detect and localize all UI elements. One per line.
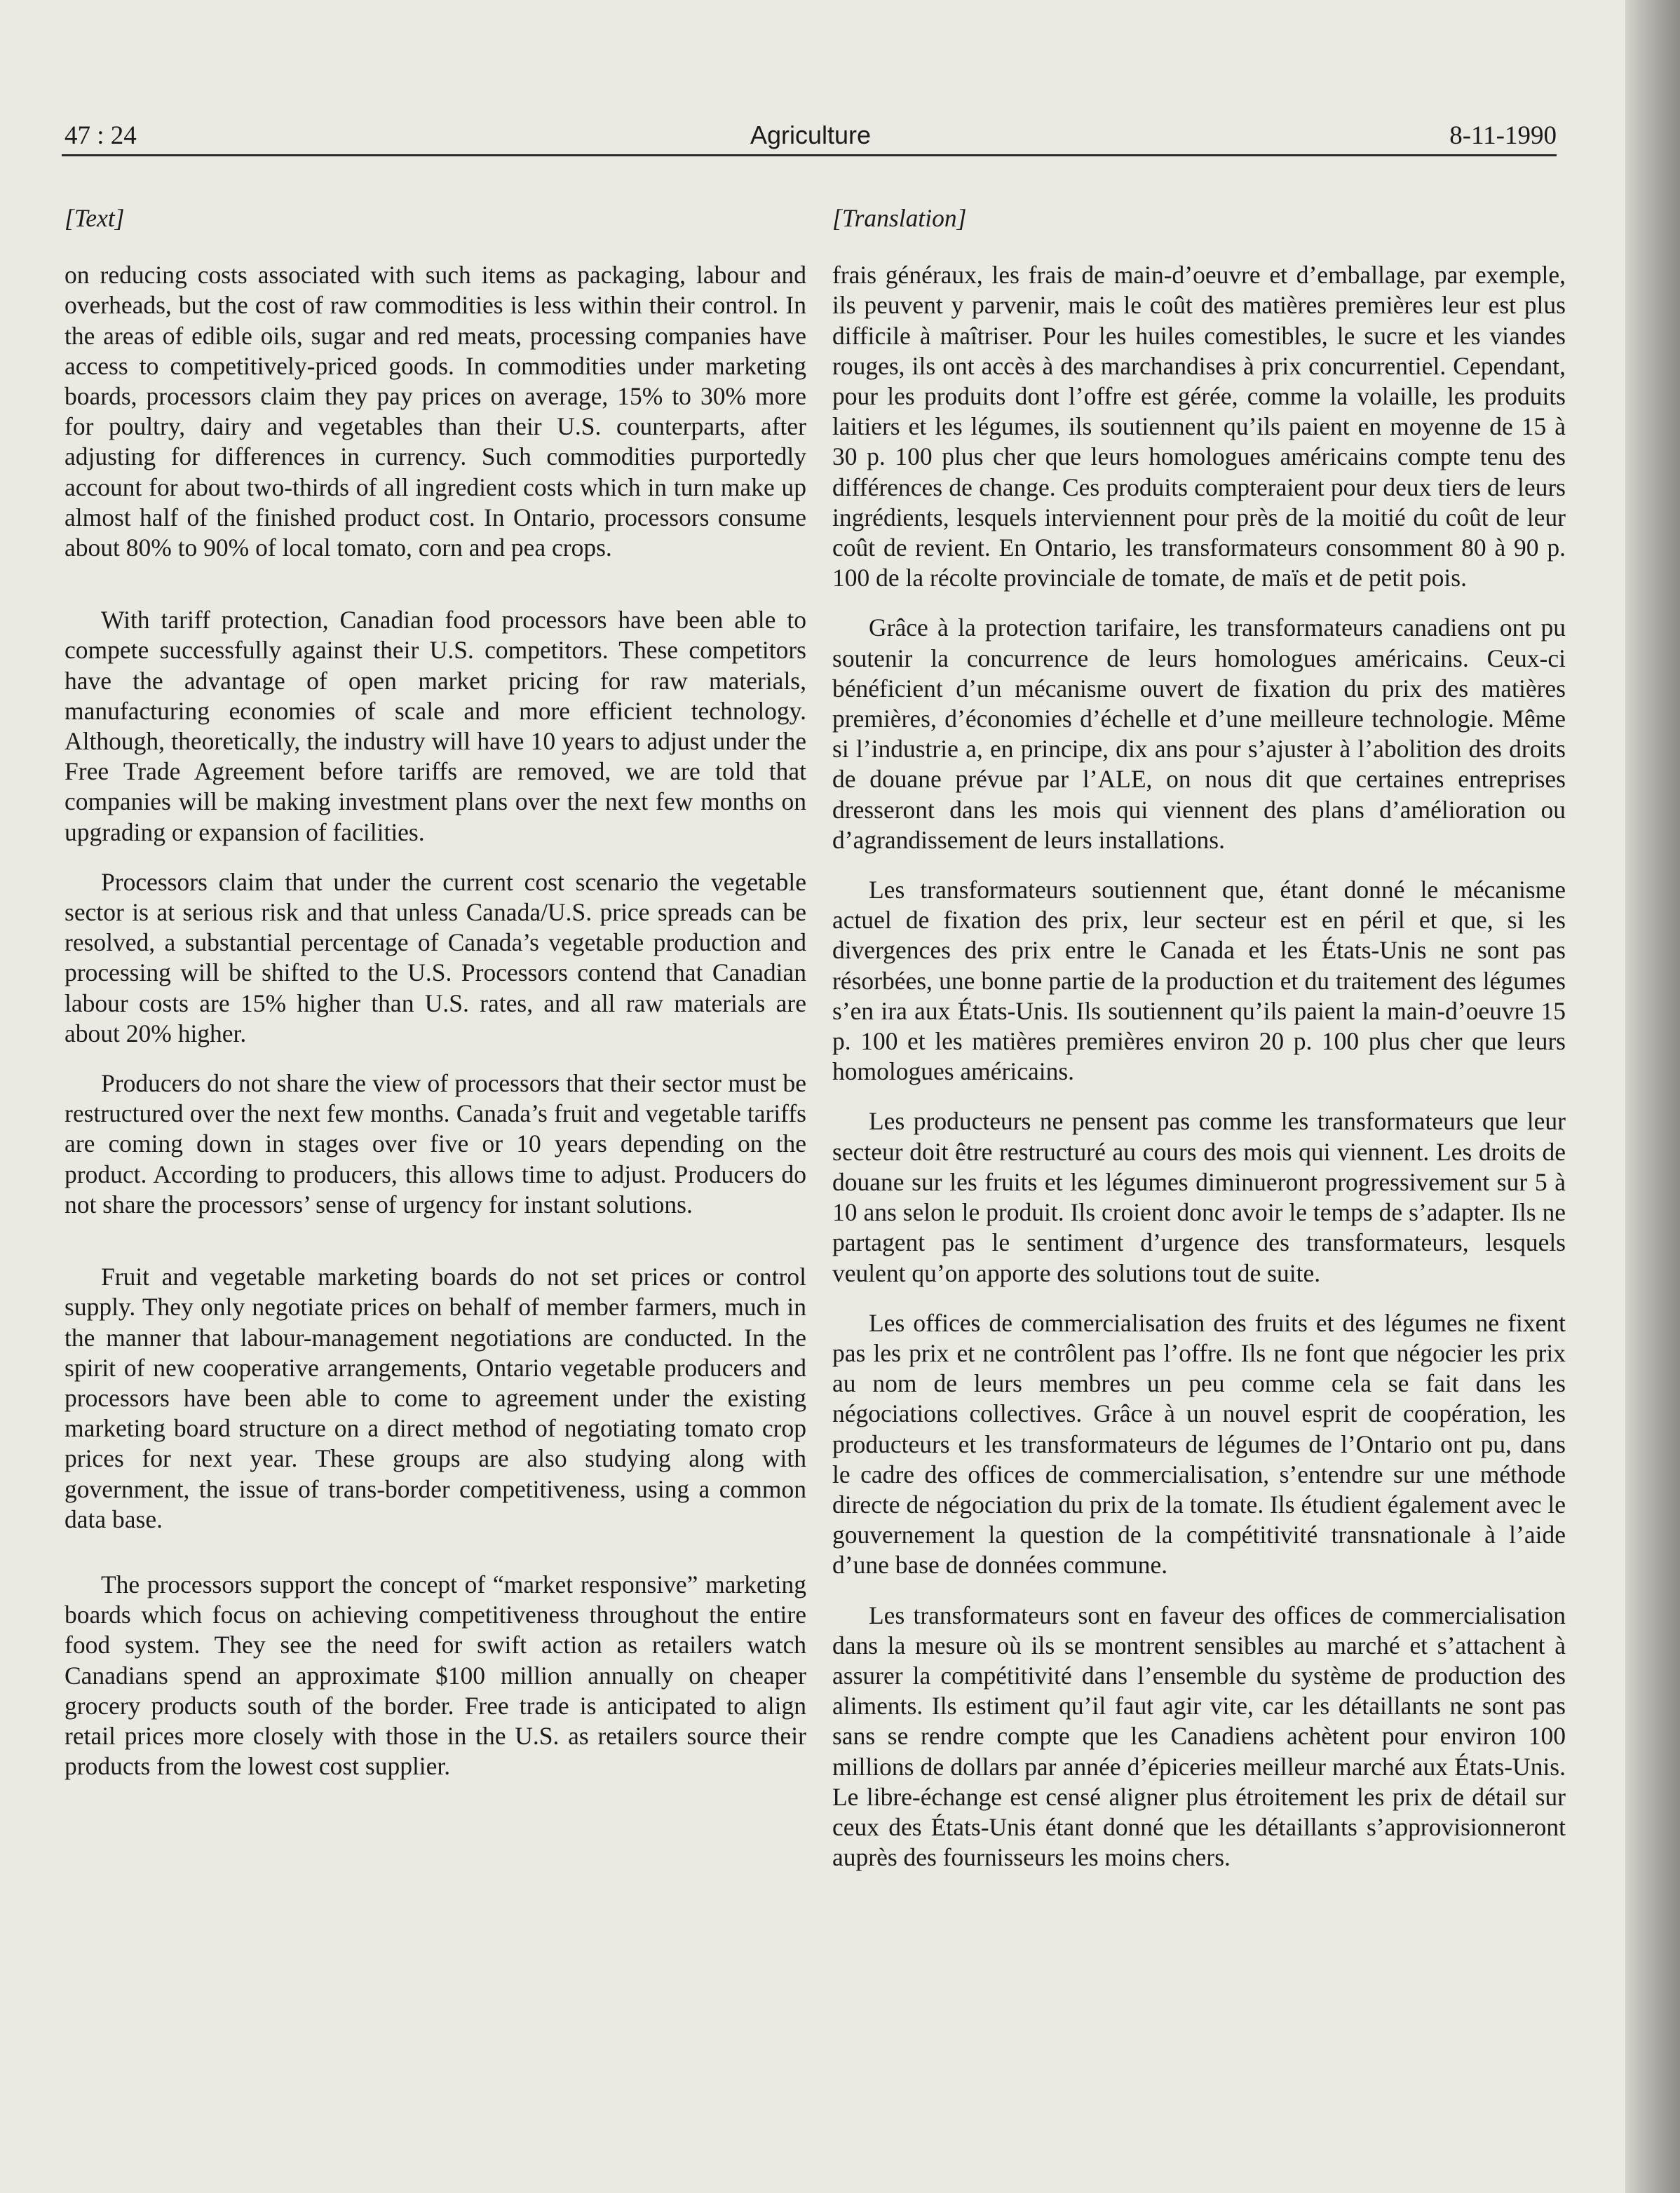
paragraph: With tariff protection, Canadian food processors have been able to compete successfully against their U.S. competitors. These competitors have the advantage of open market pricing for raw materials, manufacturing economies of scale and more efficient technology. Although, theoretically, the industry will have 10 years to adjust under the Free Trade Agreement before tariffs are removed, we are told that companies will be making investment plans over the next few months on upgrading or expansion of facilities. — [65, 606, 806, 846]
page-edge-shadow — [1625, 0, 1680, 2193]
french-column — [832, 203, 1566, 1892]
paragraph: Processors claim that under the current cost scenario the vegetable sector is at serious risk and that unless Canada/U.S. price spreads can be resolved, a substantial percentage of Canada’s vegetable production and processing will be shifted to the U.S. Processors contend that Canadian labour costs are 15% higher than U.S. rates, and all raw materials are about 20% higher. — [65, 867, 806, 1047]
paragraph: The processors support the concept of “market responsive” marketing boards which focus on achieving competitiveness throughout the entire food system. They see the need for swift action as retailers watch Canadians spend an approximate $100 million annually on cheaper grocery products south of the border. Free trade is anticipated to align retail prices more closely with those in the U.S. as retailers source their products from the lowest cost supplier. — [65, 1570, 806, 1781]
publication-title: Agriculture — [750, 121, 872, 149]
column-label-text: [Text] — [65, 204, 125, 232]
paragraph: on reducing costs associated with such items as packaging, labour and overheads, but the cost of raw commodities is less within their control. In the areas of edible oils, sugar and red meats, processing companies have access to competitively-priced goods. In commodities under marketing boards, processors claim they pay prices on average, 15% to 30% more for poultry, dairy and vegetables than their U.S. counterparts, after adjusting for differences in currency. Such commodities purportedly account for about two-thirds of all ingredient costs which in turn make up almost half of the finished product cost. In Ontario, processors consume about 80% to 90% of local tomato, corn and pea crops. — [65, 261, 806, 562]
paragraph: Les transformateurs sont en faveur des offices de commercialisation dans la mesure où ils se montrent sensibles au marché et s’attachent à assurer la compétitivité dans l’ensemble du système de production des aliments. Ils estiment qu’il faut agir vite, car les détaillants ne sont pas sans se rendre compte que les Canadiens achètent pour environ 100 millions de dollars par année d’épiceries meilleur marché aux États-Unis. Le libre-échange est censé aligner plus étroitement les prix de détail sur ceux des États-Unis étant donné que les détaillants s’approvisionneront auprès des fournisseurs les moins chers. — [832, 1601, 1566, 1872]
page-number: 47 : 24 — [65, 121, 137, 150]
paragraph: Grâce à la protection tarifaire, les transformateurs canadiens ont pu soutenir la concurrence de leurs homologues américains. Ceux-ci bénéficient d’un mécanisme ouvert de fixation du prix des matières premières, d’économies d’échelle et d’une meilleure technologie. Même si l’industrie a, en principe, dix ans pour s’ajuster à l’abolition des droits de douane prévue par l’ALE, on nous dit que certaines entreprises dresseront dans les mois qui viennent des plans d’amélioration ou d’agrandissement de leurs installations. — [832, 613, 1566, 854]
paragraph: Fruit and vegetable marketing boards do not set prices or control supply. They only negotiate prices on behalf of member farmers, much in the manner that labour-management negotiations are conducted. In the spirit of new cooperative arrangements, Ontario vegetable producers and processors have been able to come to agreement under the existing marketing board structure on a direct method of negotiating tomato crop prices for next year. These groups are also studying along with government, the issue of trans-border competitiveness, using a common data base. — [65, 1263, 806, 1533]
column-label-translation: [Translation] — [832, 204, 967, 232]
running-header — [65, 121, 1557, 156]
paragraph: Les transformateurs soutiennent que, étant donné le mécanisme actuel de fixation des prix, leur secteur est en péril et que, si les divergences des prix entre le Canada et les États-Unis ne sont pas résorbées, une bonne partie de la production et du traitement des légumes s’en ira aux États-Unis. Ils soutiennent qu’ils paient la main-d’oeuvre 15 p. 100 et les matières premières environ 20 p. 100 plus cher que leurs homologues américains. — [832, 876, 1566, 1086]
publication-date: 8-11-1990 — [1449, 121, 1557, 150]
english-column — [65, 203, 806, 1801]
paragraph: Les offices de commercialisation des fruits et des légumes ne fixent pas les prix et ne contrôlent pas l’offre. Ils ne font que négocier les prix au nom de leurs membres un peu comme cela se fait dans les négociations collectives. Grâce à un nouvel esprit de coopération, les producteurs et les transformateurs de légumes de l’Ontario ont pu, dans le cadre des offices de commercialisation, s’entendre sur une méthode directe de négociation du prix de la tomate. Ils étudient également avec le gouvernement la question de la compétitivité transnationale à l’aide d’une base de données commune. — [832, 1308, 1566, 1580]
paragraph: Producers do not share the view of processors that their sector must be restructured over the next few months. Canada’s fruit and vegetable tariffs are coming down in stages over five or 10 years depending on the product. According to producers, this allows time to adjust. Producers do not share the processors’ sense of urgency for instant solutions. — [65, 1069, 806, 1218]
header-rule — [62, 154, 1557, 156]
paragraph: Les producteurs ne pensent pas comme les transformateurs que leur secteur doit être restructuré au cours des mois qui viennent. Les droits de douane sur les fruits et les légumes diminueront progressivement sur 5 à 10 ans selon le produit. Ils croient donc avoir le temps de s’adapter. Ils ne partagent pas le sentiment d’urgence des transformateurs, lesquels veulent qu’on apporte des solutions tout de suite. — [832, 1107, 1566, 1287]
paragraph: frais généraux, les frais de main-d’oeuvre et d’emballage, par exemple, ils peuvent y parvenir, mais le coût des matières premières leur est plus difficile à maîtriser. Pour les huiles comestibles, le sucre et les viandes rouges, ils ont accès à des marchandises à prix concurrentiel. Cependant, pour les produits dont l’offre est gérée, comme la volaille, les produits laitiers et les légumes, ils soutiennent qu’ils paient en moyenne de 15 à 30 p. 100 plus cher que leurs homologues américains compte tenu des différences de change. Ces produits compteraient pour deux tiers de leurs ingrédients, lesquels interviennent pour près de la moitié du coût de leur coût de revient. En Ontario, les transformateurs consomment 80 à 90 p. 100 de la récolte provinciale de tomate, de maïs et de petit pois. — [832, 261, 1566, 592]
